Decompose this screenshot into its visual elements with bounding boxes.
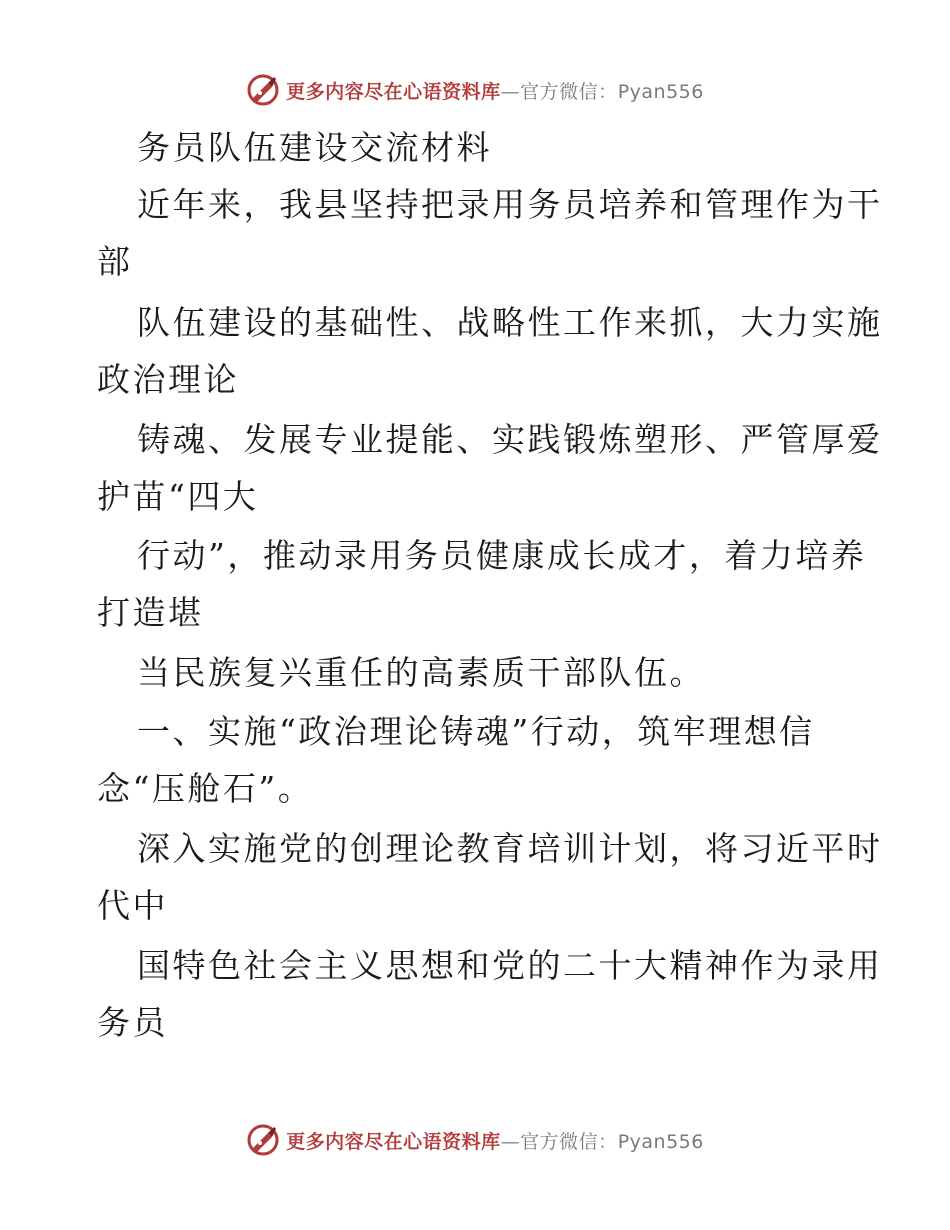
watermark-text bbox=[286, 1127, 704, 1154]
pen-nib-logo-icon bbox=[246, 73, 280, 107]
doc-line: 近年来，我县坚持把录用务员培养和管理作为干 bbox=[137, 185, 883, 224]
doc-line: 一、实施“政治理论铸魂”行动，筑牢理想信 bbox=[137, 712, 815, 751]
watermark-group bbox=[246, 1123, 704, 1157]
doc-line: 务员 bbox=[97, 1003, 168, 1042]
brand-text: 更多内容尽在心语资料库 bbox=[286, 80, 501, 103]
doc-line: 务员队伍建设交流材料 bbox=[137, 128, 492, 167]
brand-text: 更多内容尽在心语资料库 bbox=[286, 1130, 501, 1153]
footer-watermark-banner bbox=[0, 1120, 950, 1160]
doc-line: 念“压舱石”。 bbox=[97, 769, 314, 808]
pen-nib-logo-icon bbox=[246, 1123, 280, 1157]
doc-line: 国特色社会主义思想和党的二十大精神作为录用 bbox=[137, 946, 883, 985]
doc-line: 行动”，推动录用务员健康成长成才，着力培养 bbox=[137, 536, 867, 575]
doc-line: 打造堪 bbox=[97, 593, 204, 632]
doc-line: 深入实施党的创理论教育培训计划，将习近平时 bbox=[137, 829, 883, 868]
doc-line: 当民族复兴重任的高素质干部队伍。 bbox=[137, 653, 705, 692]
doc-line: 队伍建设的基础性、战略性工作来抓，大力实施 bbox=[137, 303, 883, 342]
wechat-label: 官方微信： bbox=[520, 80, 618, 103]
doc-line: 政治理论 bbox=[97, 360, 239, 399]
wechat-id: Pyan556 bbox=[617, 1130, 704, 1153]
watermark-text bbox=[286, 77, 704, 104]
watermark-group bbox=[246, 73, 704, 107]
separator: — bbox=[500, 1130, 521, 1153]
doc-line: 部 bbox=[97, 242, 133, 281]
header-watermark-banner bbox=[0, 70, 950, 110]
wechat-label: 官方微信： bbox=[520, 1130, 618, 1153]
wechat-id: Pyan556 bbox=[617, 80, 704, 103]
doc-line: 护苗“四大 bbox=[97, 477, 259, 516]
doc-line: 铸魂、发展专业提能、实践锻炼塑形、严管厚爱 bbox=[137, 420, 883, 459]
doc-line: 代中 bbox=[97, 886, 168, 925]
separator: — bbox=[500, 80, 521, 103]
